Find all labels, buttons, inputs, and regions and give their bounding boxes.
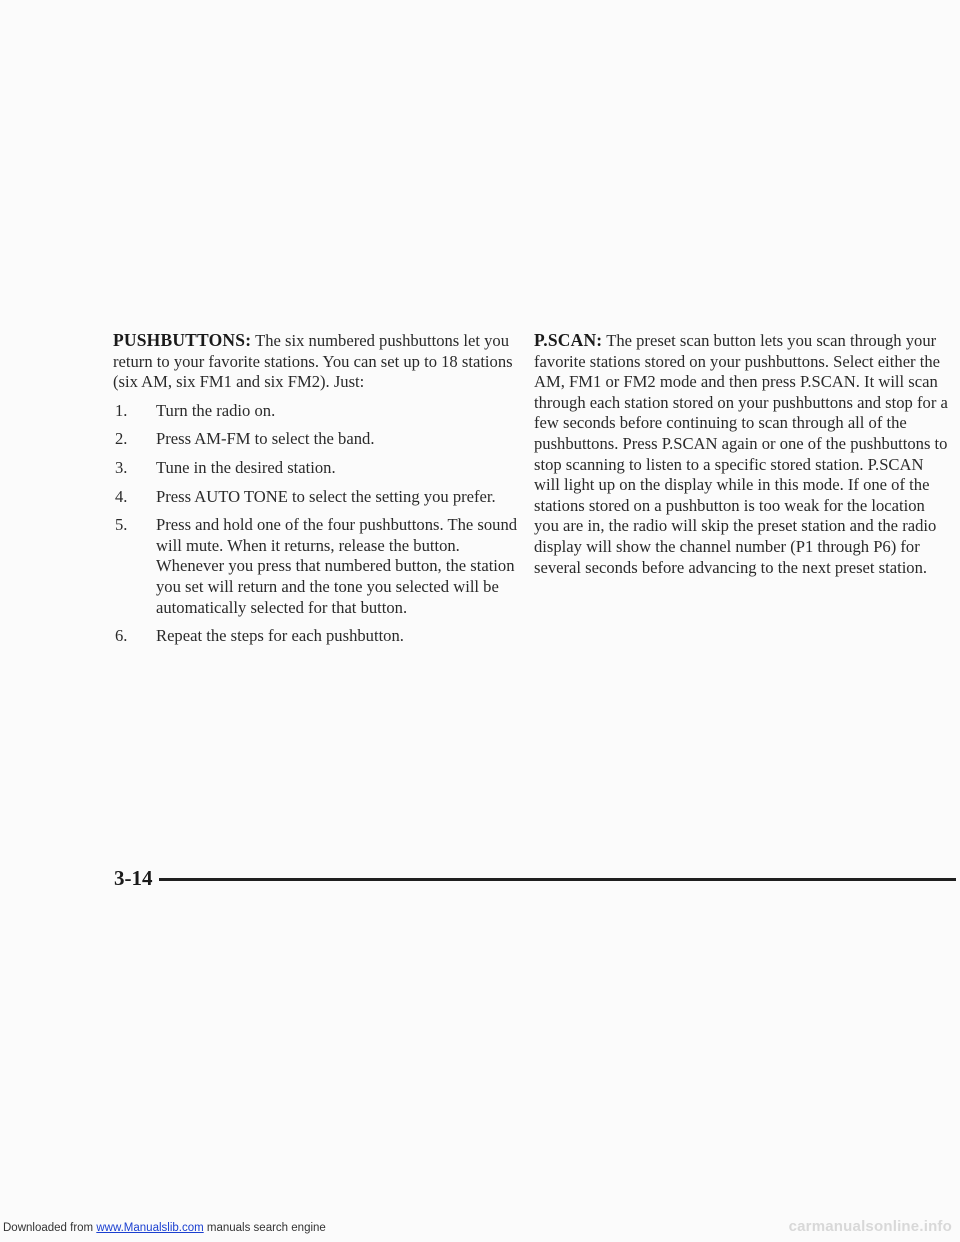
step-item: [113, 515, 518, 618]
pscan-text: The preset scan button lets you scan through your favorite stations stored on your pushbuttons. Select either the AM, FM1 or FM2 mode and then press P.SCAN. It will scan through each station stored on your pushbuttons and stop for a few seconds before continuing to scan through all of the pushbuttons. Press P.SCAN again or one of the pushbuttons to stop scanning to listen to a specific stored station. P.SCAN will light up on the display while in this mode. If one of the stations stored on a pushbutton is too weak for the location you are in, the radio will skip the preset station and the radio display will show the channel number (P1 through P6) for several seconds before advancing to the next preset station.: [534, 331, 948, 577]
right-column: [534, 330, 952, 578]
pushbuttons-steps: [113, 401, 518, 647]
step-number: 2.: [115, 429, 128, 449]
pushbuttons-intro: The six numbered pushbuttons let you return to your favorite stations. You can set up to 18 stations (six AM, six FM1 and six FM2). Just:: [113, 331, 513, 392]
banner-prefix: Downloaded from: [3, 1222, 97, 1234]
manualslib-link[interactable]: www.Manualslib.com: [96, 1222, 204, 1234]
step-item: [113, 401, 518, 422]
pscan-paragraph: [534, 330, 952, 578]
step-text: Repeat the steps for each pushbutton.: [156, 626, 404, 646]
step-number: 4.: [115, 486, 128, 506]
page-footer: [114, 862, 956, 894]
banner-suffix: manuals search engine: [203, 1222, 326, 1234]
left-column: [113, 330, 518, 655]
site-watermark: carmanualsonline.info: [788, 1218, 952, 1235]
step-text: Turn the radio on.: [156, 400, 276, 420]
step-number: 5.: [115, 515, 128, 535]
step-text: Press AM-FM to select the band.: [156, 429, 375, 449]
step-number: 6.: [115, 626, 128, 646]
step-number: 3.: [115, 457, 128, 477]
footer-rule: [159, 878, 957, 881]
pushbuttons-paragraph: [113, 330, 518, 393]
download-banner: [3, 1222, 326, 1234]
page-number: 3-14: [114, 865, 153, 890]
step-item: [113, 458, 518, 479]
step-item: [113, 429, 518, 450]
step-text: Press AUTO TONE to select the setting you prefer.: [156, 486, 496, 506]
step-text: Press and hold one of the four pushbuttons. The sound will mute. When it returns, release the button. Whenever you press that numbered button, the station you set will return and the tone you selected will be automatically selected for that button.: [156, 515, 518, 617]
step-text: Tune in the desired station.: [156, 457, 336, 477]
step-item: [113, 487, 518, 508]
step-number: 1.: [115, 400, 128, 420]
pscan-heading: P.SCAN:: [534, 330, 603, 350]
step-item: [113, 626, 518, 647]
pushbuttons-heading: PUSHBUTTONS:: [113, 330, 252, 350]
